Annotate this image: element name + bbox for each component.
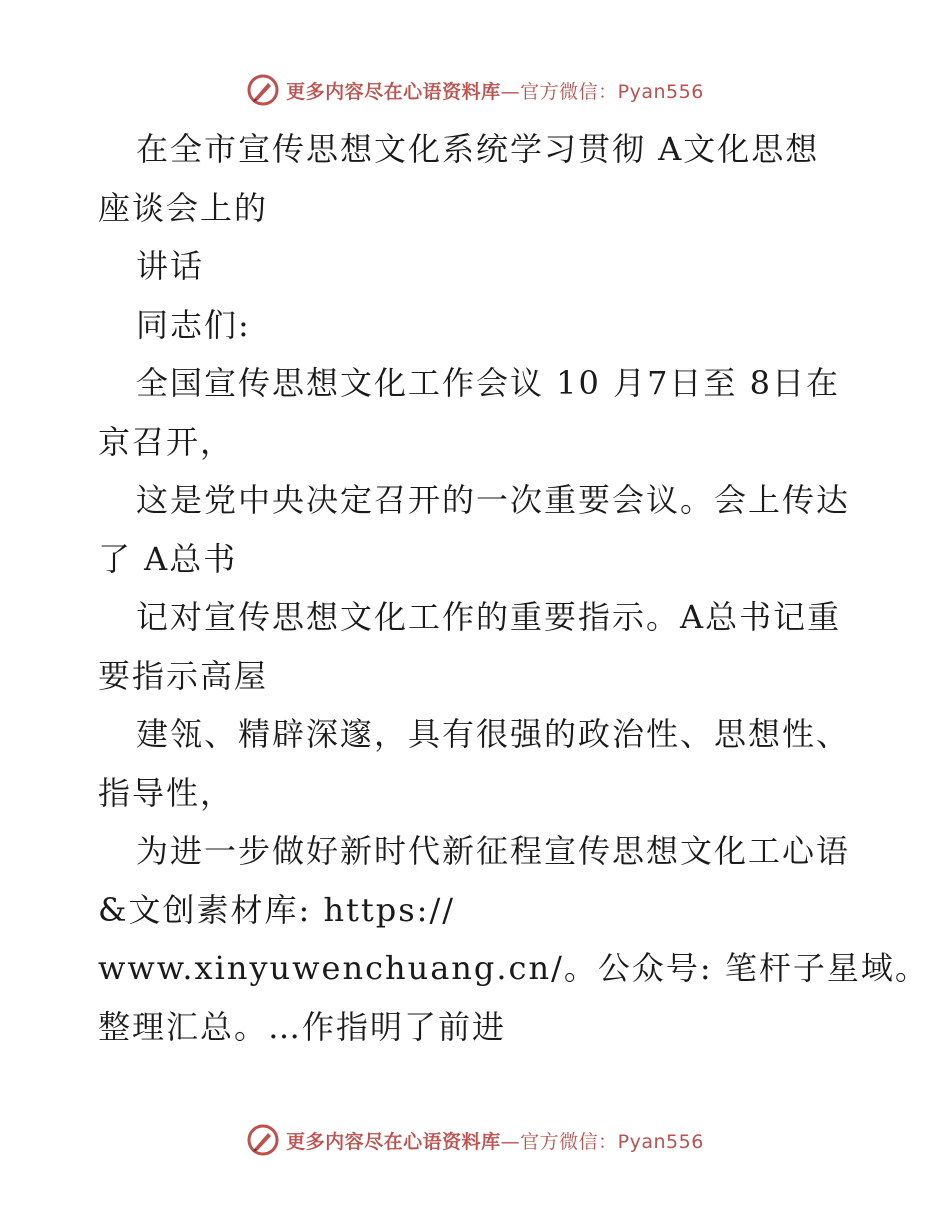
watermark-main: 更多内容尽在心语资料库: [286, 1130, 501, 1153]
text-line: 要指示高屋: [98, 656, 269, 695]
watermark-text: [286, 77, 704, 104]
document-body: [98, 120, 929, 1056]
text-line: 座谈会上的: [98, 188, 269, 227]
pen-logo-icon: [246, 1123, 280, 1157]
text-line: 同志们:: [136, 305, 251, 344]
text-line: 指导性，: [98, 773, 235, 812]
text-line: 整理汇总。…作指明了前进: [98, 1007, 507, 1046]
watermark-text: [286, 1127, 704, 1154]
text-line: 记对宣传思想文化工作的重要指示。A总书记重: [136, 598, 842, 636]
text-line: 京召开，: [98, 422, 235, 461]
text-line: 在全市宣传思想文化系统学习贯彻 A文化思想: [136, 130, 820, 168]
text-line: www.xinyuwenchuang.cn/。公众号: 笔杆子星域。: [98, 949, 929, 987]
text-line: 为进一步做好新时代新征程宣传思想文化工心语: [136, 832, 851, 870]
text-line: 这是党中央决定召开的一次重要会议。会上传达: [136, 481, 851, 519]
text-line: 了 A总书: [98, 539, 238, 578]
footer-watermark: [0, 1120, 950, 1160]
watermark-dash: —: [500, 1130, 521, 1153]
text-line: 全国宣传思想文化工作会议 10 月7日至 8日在: [136, 364, 840, 402]
watermark-contact: 官方微信：Pyan556: [520, 1130, 704, 1153]
pen-logo-icon: [246, 73, 280, 107]
watermark-dash: —: [500, 80, 521, 103]
text-line: 建瓴、精辟深邃，具有很强的政治性、思想性、: [136, 715, 851, 753]
watermark-contact: 官方微信：Pyan556: [520, 80, 704, 103]
header-watermark: [0, 70, 950, 110]
watermark-main: 更多内容尽在心语资料库: [286, 80, 501, 103]
text-line: 讲话: [136, 247, 205, 285]
text-line: &文创素材库: https://: [98, 890, 456, 929]
